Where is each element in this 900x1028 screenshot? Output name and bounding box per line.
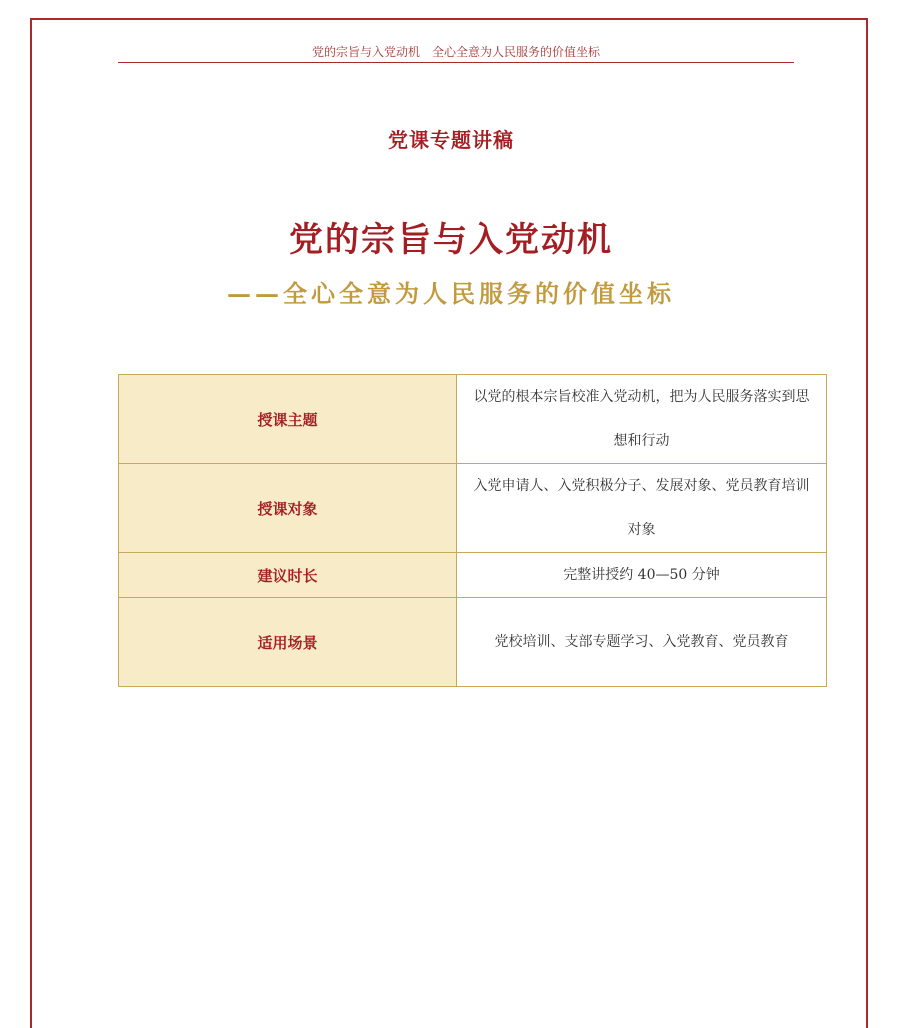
row-value: 入党申请人、入党积极分子、发展对象、党员教育培训对象 <box>457 464 827 553</box>
table-row <box>119 553 827 598</box>
table-row <box>119 598 827 687</box>
row-label: 建议时长 <box>119 553 457 598</box>
document-subtitle: ——全心全意为人民服务的价值坐标 <box>227 279 675 308</box>
document-kicker: 党课专题讲稿 <box>388 128 514 152</box>
row-label: 授课主题 <box>119 375 457 464</box>
row-label: 授课对象 <box>119 464 457 553</box>
document-title: 党的宗旨与入党动机 <box>289 220 613 260</box>
course-info-table <box>118 374 827 687</box>
row-value: 完整讲授约 40—50 分钟 <box>457 553 827 598</box>
running-header: 党的宗旨与入党动机 全心全意为人民服务的价值坐标 <box>311 45 600 59</box>
header-divider <box>118 62 794 63</box>
table-row <box>119 464 827 553</box>
row-value: 党校培训、支部专题学习、入党教育、党员教育 <box>457 598 827 687</box>
table-row <box>119 375 827 464</box>
row-label: 适用场景 <box>119 598 457 687</box>
row-value: 以党的根本宗旨校准入党动机，把为人民服务落实到思想和行动 <box>457 375 827 464</box>
document-page <box>30 18 868 1028</box>
